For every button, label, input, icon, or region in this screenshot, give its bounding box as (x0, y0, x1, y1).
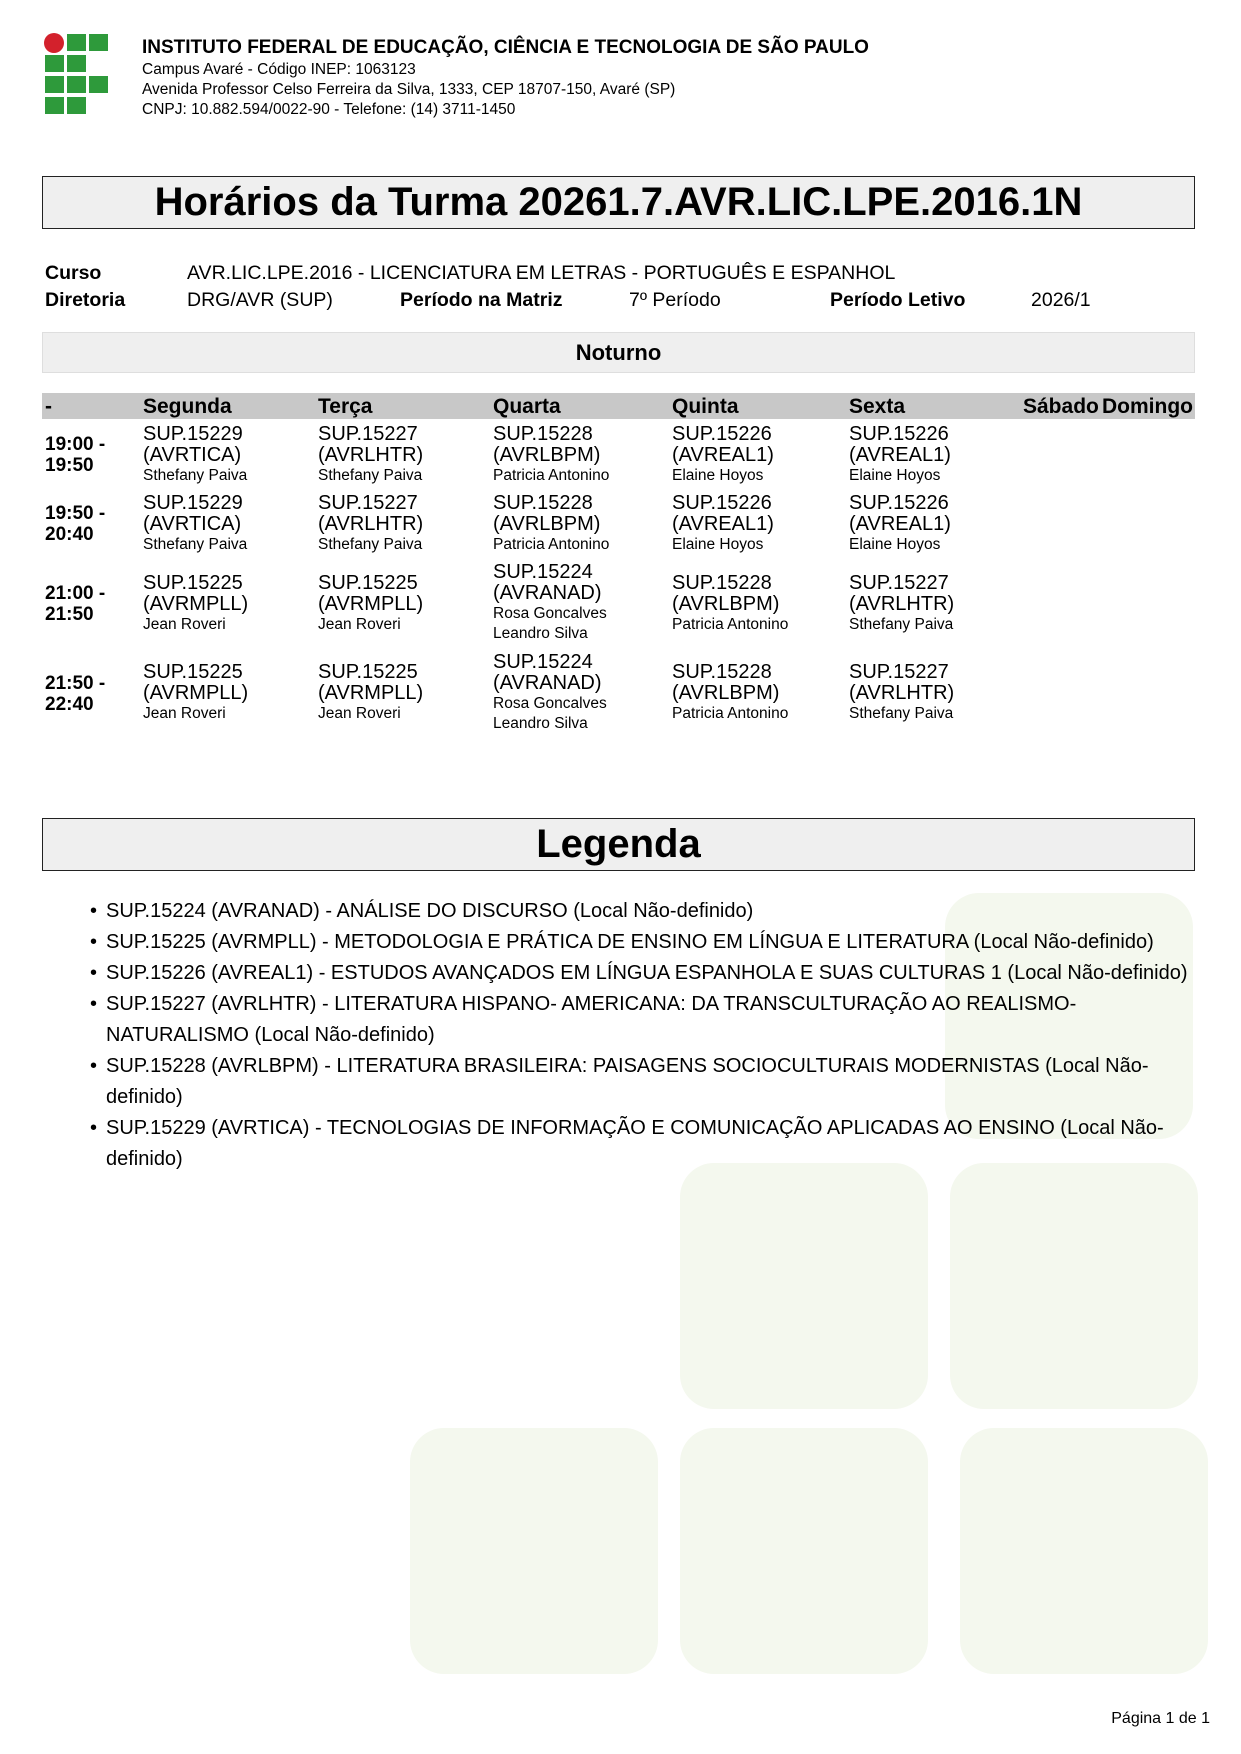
schedule-cell (493, 562, 607, 644)
professor: Patricia Antonino (493, 467, 610, 484)
class-code: SUP.15225 (318, 572, 418, 594)
header-tuesday: Terça (318, 395, 373, 418)
watermark-block (960, 1428, 1208, 1674)
time-end: 21:50 (45, 604, 94, 625)
class-abbr: (AVRLHTR) (849, 593, 955, 615)
watermark-block (410, 1428, 658, 1674)
schedule-cell (672, 662, 788, 724)
professor: Sthefany Paiva (143, 467, 248, 484)
professor: Leandro Silva (493, 715, 588, 732)
schedule-cell (143, 573, 248, 635)
institution-name: INSTITUTO FEDERAL DE EDUCAÇÃO, CIÊNCIA E TECNOLOGIA DE SÃO PAULO (142, 37, 869, 58)
class-abbr: (AVREAL1) (849, 444, 951, 466)
academic-period-value: 2026/1 (1031, 289, 1091, 311)
time-slot (45, 503, 105, 545)
institution-header (142, 36, 869, 120)
class-abbr: (AVRMPLL) (318, 593, 424, 615)
schedule-table-header (42, 393, 1195, 419)
cnpj-info: CNPJ: 10.882.594/0022-90 - Telefone: (14) 3711-1450 (142, 101, 516, 118)
schedule-cell (849, 424, 951, 486)
legend-item: • SUP.15226 (AVREAL1) - ESTUDOS AVANÇADOS EM LÍNGUA ESPANHOLA E SUAS CULTURAS 1 (Local Não-definido) (90, 958, 1200, 989)
schedule-cell (318, 573, 423, 635)
class-abbr: (AVRMPLL) (318, 682, 424, 704)
time-slot (45, 434, 105, 476)
legend-item: • SUP.15224 (AVRANAD) - ANÁLISE DO DISCURSO (Local Não-definido) (90, 896, 1200, 927)
watermark-block (950, 1163, 1198, 1409)
class-abbr: (AVRLHTR) (849, 682, 955, 704)
header-saturday: Sábado (1023, 395, 1099, 418)
professor: Sthefany Paiva (849, 705, 954, 722)
schedule-cell (143, 424, 247, 486)
professor: Rosa Goncalves (493, 695, 607, 712)
schedule-cell (143, 493, 247, 555)
logo-square (67, 76, 86, 93)
professor: Sthefany Paiva (143, 536, 248, 553)
legend-item: • SUP.15229 (AVRTICA) - TECNOLOGIAS DE INFORMAÇÃO E COMUNICAÇÃO APLICADAS AO ENSINO (Local Não-definido) (90, 1113, 1200, 1175)
professor: Elaine Hoyos (672, 536, 764, 553)
schedule-cell (493, 652, 607, 734)
logo-square (45, 55, 64, 72)
period-matrix-value: 7º Período (629, 289, 721, 311)
class-code: SUP.15227 (849, 572, 949, 594)
board-label: Diretoria (45, 289, 126, 311)
professor: Leandro Silva (493, 625, 588, 642)
professor: Sthefany Paiva (849, 616, 954, 633)
course-value: AVR.LIC.LPE.2016 - LICENCIATURA EM LETRAS - PORTUGUÊS E ESPANHOL (187, 262, 896, 284)
board-value: DRG/AVR (SUP) (187, 289, 333, 311)
schedule-cell (849, 662, 954, 724)
header-wednesday: Quarta (493, 395, 561, 418)
legend-list (90, 896, 1200, 1175)
schedule-cell (672, 424, 774, 486)
legend-item: • SUP.15228 (AVRLBPM) - LITERATURA BRASILEIRA: PAISAGENS SOCIOCULTURAIS MODERNISTAS (Local Não-definido) (90, 1051, 1200, 1113)
header-time: - (45, 395, 52, 418)
class-code: SUP.15226 (849, 423, 949, 445)
class-code: SUP.15225 (143, 661, 243, 683)
time-start: 19:00 - (45, 434, 106, 455)
professor: Patricia Antonino (672, 705, 789, 722)
professor: Jean Roveri (143, 616, 226, 633)
class-code: SUP.15226 (672, 423, 772, 445)
class-abbr: (AVREAL1) (849, 513, 951, 535)
watermark-block (680, 1163, 928, 1409)
time-slot (45, 673, 105, 715)
schedule-cell (849, 573, 954, 635)
class-abbr: (AVRANAD) (493, 582, 602, 604)
schedule-cell (849, 493, 951, 555)
address-info: Avenida Professor Celso Ferreira da Silva, 1333, CEP 18707-150, Avaré (SP) (142, 81, 676, 98)
class-abbr: (AVRMPLL) (143, 682, 249, 704)
class-abbr: (AVRLHTR) (318, 513, 424, 535)
class-code: SUP.15228 (672, 661, 772, 683)
period-matrix-label: Período na Matriz (400, 289, 563, 311)
professor: Jean Roveri (318, 705, 401, 722)
schedule-cell (143, 662, 248, 724)
class-code: SUP.15228 (493, 423, 593, 445)
header-friday: Sexta (849, 395, 906, 418)
professor: Patricia Antonino (672, 616, 789, 633)
logo-square (89, 34, 108, 51)
class-code: SUP.15227 (318, 423, 418, 445)
class-code: SUP.15229 (143, 423, 243, 445)
legend-item: • SUP.15225 (AVRMPLL) - METODOLOGIA E PRÁTICA DE ENSINO EM LÍNGUA E LITERATURA (Local Não-definido) (90, 927, 1200, 958)
class-code: SUP.15227 (849, 661, 949, 683)
legend-item: • SUP.15227 (AVRLHTR) - LITERATURA HISPANO- AMERICANA: DA TRANSCULTURAÇÃO AO REALISMO-NATURALISMO (Local Não-definido) (90, 989, 1200, 1051)
schedule-cell (672, 573, 788, 635)
class-abbr: (AVRTICA) (143, 513, 242, 535)
schedule-cell (318, 493, 423, 555)
logo-red-dot (44, 33, 64, 53)
watermark-block (680, 1428, 928, 1674)
institution-logo (44, 33, 110, 117)
class-code: SUP.15227 (318, 492, 418, 514)
schedule-cell (318, 662, 423, 724)
professor: Patricia Antonino (493, 536, 610, 553)
course-label: Curso (45, 262, 102, 284)
class-code: SUP.15225 (318, 661, 418, 683)
class-code: SUP.15226 (849, 492, 949, 514)
page-title: Horários da Turma 20261.7.AVR.LIC.LPE.2016.1N (42, 176, 1195, 229)
schedule-cell (672, 493, 774, 555)
time-start: 21:50 - (45, 673, 106, 694)
time-end: 22:40 (45, 694, 94, 715)
class-abbr: (AVRLBPM) (672, 682, 780, 704)
time-end: 20:40 (45, 524, 94, 545)
header-sunday: Domingo (1102, 395, 1193, 418)
class-code: SUP.15224 (493, 561, 593, 583)
logo-square (67, 55, 86, 72)
page-number: Página 1 de 1 (1111, 1710, 1210, 1727)
schedule-cell (493, 424, 609, 486)
class-abbr: (AVRMPLL) (143, 593, 249, 615)
logo-square (89, 76, 108, 93)
class-abbr: (AVREAL1) (672, 513, 774, 535)
shift-band: Noturno (42, 332, 1195, 373)
professor: Rosa Goncalves (493, 605, 607, 622)
class-code: SUP.15225 (143, 572, 243, 594)
class-code: SUP.15228 (493, 492, 593, 514)
logo-square (67, 34, 86, 51)
time-start: 21:00 - (45, 583, 106, 604)
logo-square (67, 97, 86, 114)
logo-square (45, 97, 64, 114)
class-abbr: (AVRTICA) (143, 444, 242, 466)
campus-info: Campus Avaré - Código INEP: 1063123 (142, 61, 416, 78)
time-start: 19:50 - (45, 503, 106, 524)
professor: Sthefany Paiva (318, 467, 423, 484)
class-abbr: (AVRLBPM) (493, 444, 601, 466)
schedule-cell (318, 424, 423, 486)
academic-period-label: Período Letivo (830, 289, 966, 311)
class-code: SUP.15226 (672, 492, 772, 514)
professor: Jean Roveri (143, 705, 226, 722)
professor: Elaine Hoyos (849, 467, 941, 484)
class-code: SUP.15224 (493, 651, 593, 673)
class-abbr: (AVRANAD) (493, 672, 602, 694)
header-thursday: Quinta (672, 395, 739, 418)
class-abbr: (AVRLHTR) (318, 444, 424, 466)
time-end: 19:50 (45, 455, 94, 476)
professor: Sthefany Paiva (318, 536, 423, 553)
time-slot (45, 583, 105, 625)
class-code: SUP.15229 (143, 492, 243, 514)
professor: Elaine Hoyos (672, 467, 764, 484)
class-abbr: (AVRLBPM) (672, 593, 780, 615)
legend-title: Legenda (42, 818, 1195, 871)
logo-square (45, 76, 64, 93)
professor: Elaine Hoyos (849, 536, 941, 553)
class-code: SUP.15228 (672, 572, 772, 594)
header-monday: Segunda (143, 395, 232, 418)
class-abbr: (AVREAL1) (672, 444, 774, 466)
class-abbr: (AVRLBPM) (493, 513, 601, 535)
professor: Jean Roveri (318, 616, 401, 633)
schedule-cell (493, 493, 609, 555)
